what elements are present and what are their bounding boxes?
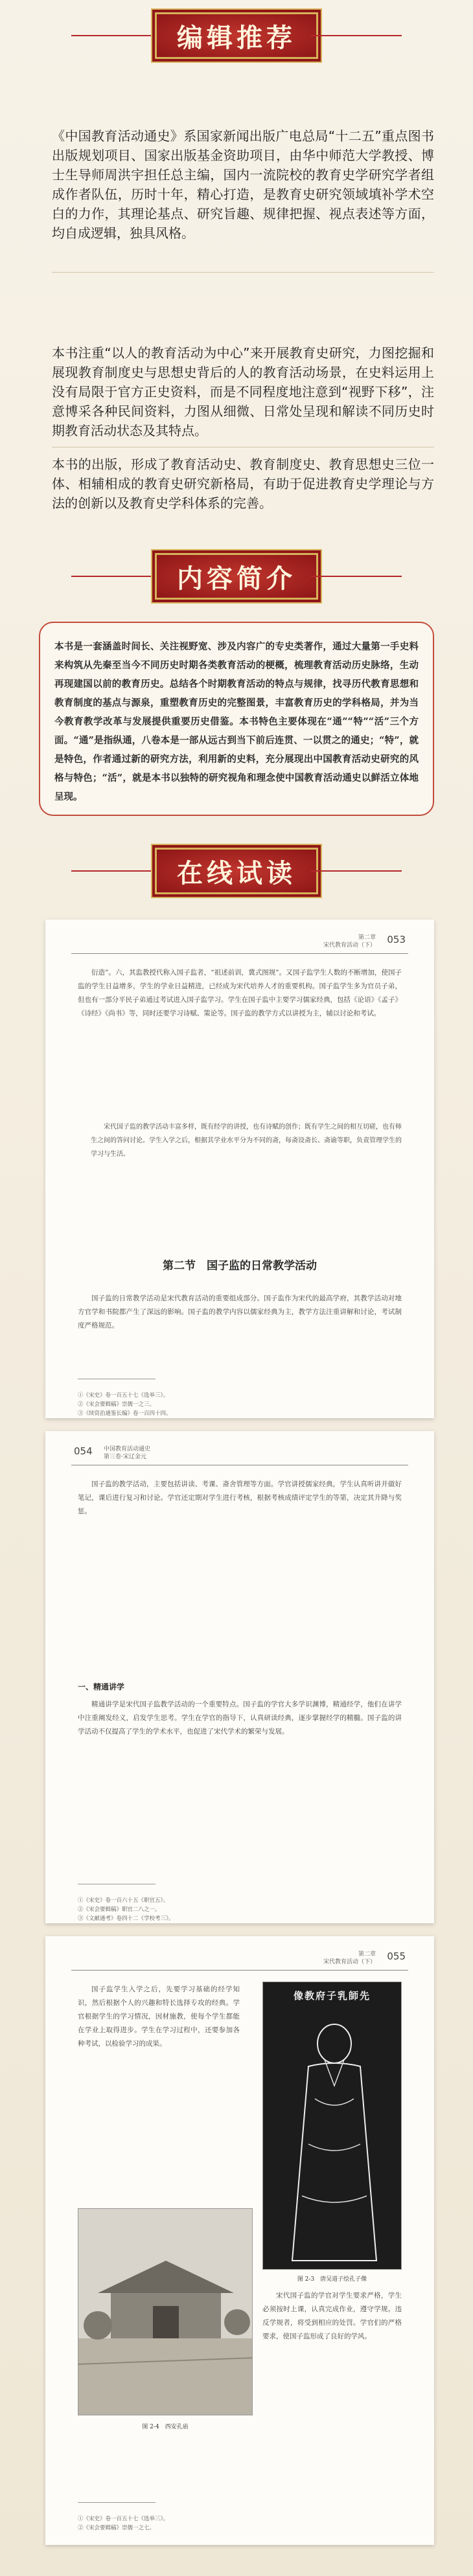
page-footnotes (78, 1875, 402, 1923)
page-body-bottom (78, 1698, 402, 1866)
recommend-banner (0, 6, 473, 65)
page-number: 053 (387, 934, 406, 945)
body-paragraph: 宋代国子监的教学活动丰富多样，既有经学的讲授，也有诗赋的创作；既有学生之间的相互切磋，也有师生之间的答问讨论。学生入学之后，根据其学业水平分为不同的斋，每斋设斋长、斋谕等职，负责管理学生的学习与生活。 (91, 1124, 402, 1158)
body-paragraph: 宋代国子监的学官对学生要求严格，学生必须按时上课，认真完成作业，遵守学规。违反学规者，将受到相应的处罚。学官们的严格要求，使国子监形成了良好的学风。 (262, 2292, 402, 2340)
page-number: 054 (74, 1445, 93, 1457)
banner-divider (71, 35, 162, 36)
recommend-paragraph-2: 本书注重“以人的教育活动为中心”来开展教育史研究，力图挖掘和展现教育制度史与思想史背后的人的教育活动场景，在史料运用上没有局限于官方正史资料，而是不同程度地注意到“视野下移”，注意博采各种民间资料，力图从细微、日常处呈现和解读不同历史时期教育活动状态及其特点。 (52, 345, 434, 438)
preview-title: 在线试读 (177, 857, 296, 888)
page-header (323, 1950, 376, 1966)
temple-illustration (78, 2209, 253, 2415)
summary-title-plate (155, 553, 318, 600)
footnote-text: ①《宋史》卷一百五十七《选举三》。 ②《宋会要辑稿》崇儒一之七。 (78, 2516, 169, 2531)
summary-banner (0, 547, 473, 605)
page-header (104, 1445, 150, 1461)
subsection-heading: 一、精通讲学 (78, 1682, 125, 1691)
preview-page-054 (45, 1431, 434, 1923)
page-header-chapter: 第二章 (358, 934, 376, 941)
page-header-title: 第三卷·宋辽金元 (104, 1454, 146, 1460)
banner-divider (311, 35, 402, 36)
header-rule (71, 953, 408, 954)
recommend-title: 编辑推荐 (177, 22, 296, 53)
page-header-title: 宋代教育活动（下） (323, 942, 376, 949)
page-body-right (262, 2289, 402, 2399)
section-divider (52, 272, 434, 273)
page-header (323, 934, 376, 949)
banner-divider (71, 576, 162, 577)
banner-divider (311, 576, 402, 577)
page-header-title: 宋代教育活动（下） (323, 1959, 376, 1965)
summary-title: 内容简介 (177, 563, 296, 594)
preview-page-055 (45, 1936, 434, 2545)
portrait-inscription: 像教府子乳師先 (293, 1990, 371, 2002)
body-paragraph: 国子监的教学活动，主要包括讲读、考课、斋舍管理等方面。学官讲授儒家经典，学生认真听讲并做好笔记，课后进行复习和讨论。学官还定期对学生进行考核，根据考核成绩评定学生的等第，决定其升降与奖惩。 (78, 1480, 402, 1515)
page-body-top (78, 1478, 402, 1672)
page-body-quote (78, 1120, 402, 1237)
confucius-portrait-figure (262, 1982, 402, 2270)
page-footnotes (78, 2493, 402, 2542)
page-body-bottom (78, 1292, 402, 1363)
page-body-left (78, 1983, 240, 2197)
footnote-rule (78, 2502, 156, 2503)
banner-divider (311, 870, 402, 872)
page-header-chapter: 中国教育活动通史 (104, 1446, 151, 1452)
recommend-title-plate (155, 12, 318, 59)
preview-page-053 (45, 920, 434, 1418)
page-footnotes (78, 1370, 402, 1418)
preview-title-plate (155, 848, 318, 894)
body-paragraph: 精通讲学是宋代国子监教学活动的一个重要特点。国子监的学官大多学识渊博，精通经学，他们在讲学中注重阐发经义，启发学生思考。学生在学官的指导下，认真研读经典，逐步掌握经学的精髓。国子监的讲学活动不仅提高了学生的学术水平，也促进了宋代学术的繁荣与发展。 (78, 1700, 402, 1735)
recommend-paragraph-3: 本书的出版，形成了教育活动史、教育制度史、教育思想史三位一体、相辅相成的教育史研究新格局，有助于促进教育史学理论与方法的创新以及教育史学科体系的完善。 (52, 457, 434, 511)
banner-divider (71, 870, 162, 872)
page-body-top (78, 966, 402, 1115)
page-number: 055 (387, 1950, 406, 1962)
figure-caption: 图 2-4 西安孔庙 (142, 2424, 189, 2430)
section-heading: 第二节 国子监的日常教学活动 (163, 1260, 317, 1272)
recommend-paragraph-1: 《中国教育活动通史》系国家新闻出版广电总局“十二五”重点图书出版规划项目、国家出版基金资助项目，由华中师范大学教授、博士生导师周洪宇担任总主编，国内一流院校的教育史学研究学者组成作者队伍，历时十年，精心打造，是教育史研究领域填补学术空白的力作，其理论基点、研究旨趣、规律把握、视点表述等方面，均自成逻辑，独具风格。 (52, 128, 434, 241)
body-paragraph: 国子监学生入学之后，先要学习基础的经学知识，然后根据个人的兴趣和特长选择专攻的经典。学官根据学生的学习情况，因材施教，使每个学生都能在学业上取得进步。学生在学习过程中，还要参加各种考试，以检验学习的成果。 (78, 1985, 240, 2048)
footnote-text: ①《宋史》卷一百六十五《职官五》。 ②《宋会要辑稿》职官二八之一。 ③《文献通考》卷四十二《学校考三》。 (78, 1897, 174, 1922)
footnote-text: ①《宋史》卷一百五十七《选举三》。 ②《宋会要辑稿》崇儒一之三。 ③《续资治通鉴长编》卷一百四十四。 (78, 1392, 172, 1417)
body-paragraph: 衍造”。六，其监教授代称入国子监者，“祖述前训，冀式图规”。又国子监学生人数的不断增加，使国子监的学生日益增多，学生的学业日益精进，已经成为宋代培养人才的重要机构。国子监学生多为官员子弟，但也有一部分平民子弟通过考试进入国子监学习。学生在国子监中主要学习儒家经典，包括《论语》《孟子》《诗经》《尚书》等，同时还要学习诗赋、策论等。国子监的教学方式以讲授为主，辅以讨论和考试。 (78, 969, 402, 1017)
body-paragraph: 国子监的日常教学活动是宋代教育活动的重要组成部分。国子监作为宋代的最高学府，其教学活动对地方官学和书院都产生了深远的影响。国子监的教学内容以儒家经典为主，教学方法注重讲解和讨论，考试制度严格规范。 (78, 1294, 402, 1329)
preview-banner (0, 842, 473, 900)
temple-photo-figure (78, 2208, 253, 2415)
page-header-chapter: 第二章 (358, 1951, 376, 1958)
summary-text: 本书是一套涵盖时间长、关注视野宽、涉及内容广的专史类著作，通过大量第一手史料来构筑从先秦至当今不同历史时期各类教育活动的梗概，梳理教育活动历史脉络，生动再现建国以前的教育历史。总结各个时期教育活动的特点与规律，找寻历代教育思想和教育制度的基点与源泉，重塑教育历史的完整图景，丰富教育历史的学科格局，并为当今教育教学改革与发展提供重要历史借鉴。本书特色主要体现在“通”“特”“活”三个方面。“通”是指纵通，八卷本是一部从远古到当下前后连贯、一以贯之的通史；“特”，就是特色，作者通过新的研究方法，利用新的史料，充分展现出中国教育活动史研究的风格与特色；“活”，就是本书以独特的研究视角和理念使中国教育活动通史以鲜活立体地呈现。 (54, 641, 419, 802)
summary-box (39, 622, 434, 816)
portrait-illustration (263, 1982, 402, 2270)
figure-caption: 图 2-3 唐吴道子绘孔子像 (297, 2276, 367, 2283)
header-rule (71, 1970, 408, 1971)
